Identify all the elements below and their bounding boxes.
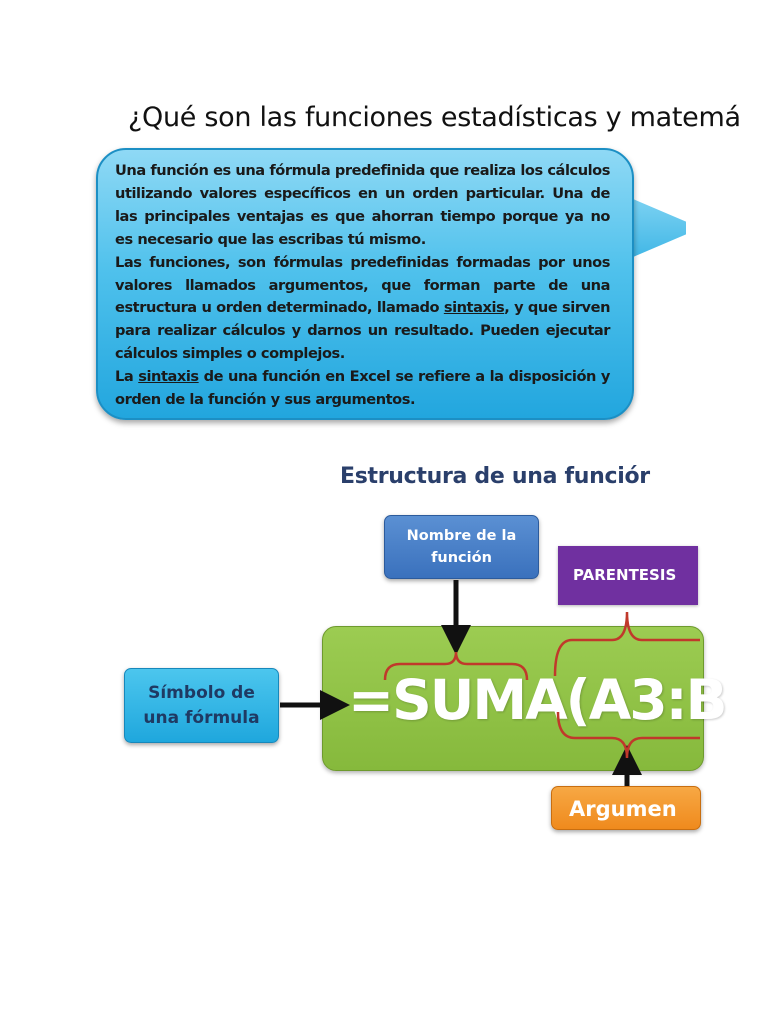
definition-paragraph-2-end: , y que sirven para realizar cálculos y darnos un resultado. Pueden ejecutar cálculos simples o complejos. [115,299,611,363]
page-title: ¿Qué son las funciones estadísticas y matemá [128,102,741,133]
function-name-box: Nombre de la función [384,515,539,579]
arguments-box: Argumen [551,786,701,830]
definition-paragraph-3 [115,366,610,412]
formula-text: =SUMA(A3:B [348,668,726,732]
diagram-title: Estructura de una funciór [340,464,650,489]
callout-tail [626,196,686,260]
formula-symbol-box: Símbolo de una fórmula [124,668,279,743]
definition-text [115,160,610,412]
definition-paragraph-1: Una función es una fórmula predefinida que realiza los cálculos utilizando valores específicos en un orden particular. Una de las principales ventajas es que ahorran tiempo porque ya no es necesario que las escribas tú mismo. [115,162,610,248]
sintaxis-term: sintaxis [443,299,505,317]
parentheses-box: PARENTESIS [558,546,698,605]
definition-paragraph-2 [115,252,610,367]
sintaxis-term-2: sintaxis [138,368,199,386]
definition-paragraph-2-start: Las funciones, son fórmulas predefinidas formadas por unos valores llamados argumentos, que forman parte de una estructura u orden determinado, llamado [115,253,610,317]
definition-paragraph-3-end: de una función en Excel se refiere a la disposición y orden de la función y sus argumentos. [115,368,610,409]
definition-paragraph-3-start: La [115,368,139,386]
